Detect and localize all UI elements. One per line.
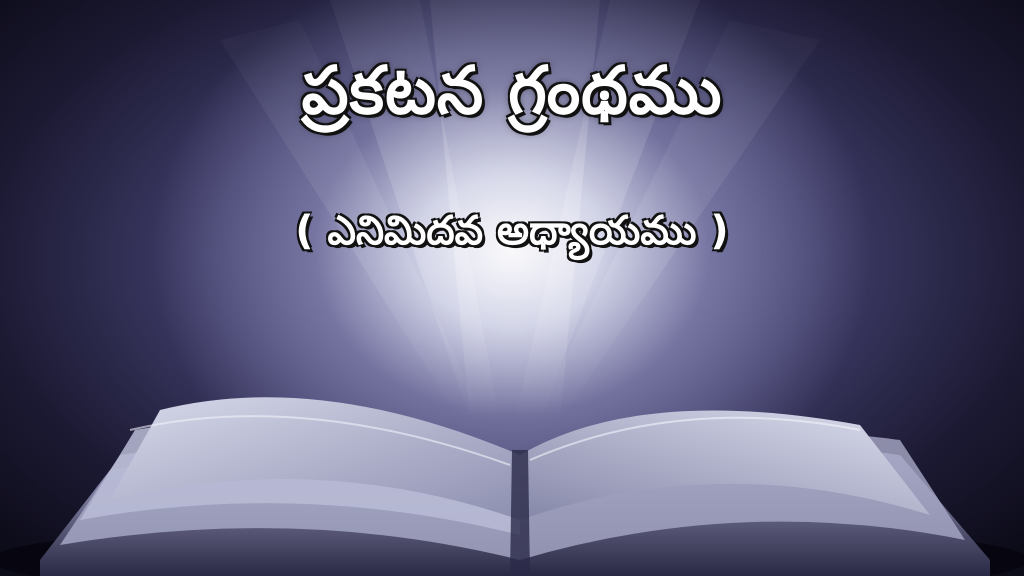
close-paren: ) bbox=[710, 208, 729, 254]
chapter-subtitle bbox=[0, 208, 1024, 264]
chapter-label: ఎనిమిదవ అధ్యాయము bbox=[327, 208, 697, 254]
open-paren: ( bbox=[295, 208, 314, 254]
book-title: ప్రకటన గ్రంథము bbox=[301, 52, 723, 129]
